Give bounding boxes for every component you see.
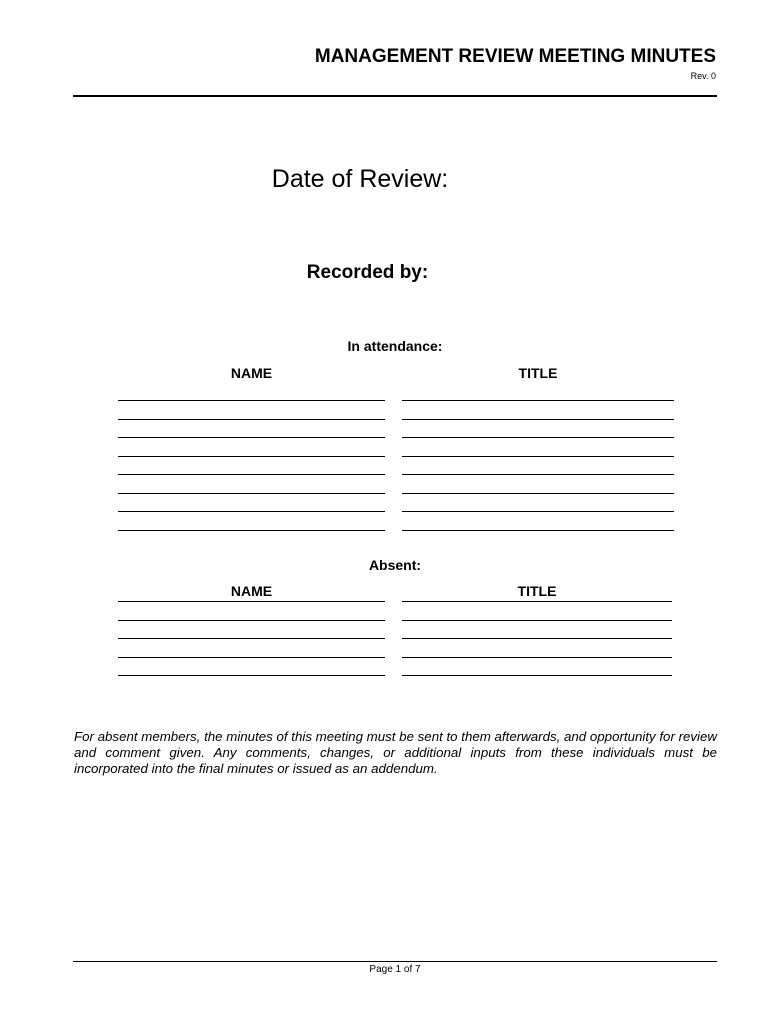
name-blank-line (118, 638, 385, 639)
name-blank-line (118, 657, 385, 658)
title-blank-line (402, 638, 672, 639)
page-number: Page 1 of 7 (369, 964, 421, 975)
revision-label: Rev. 0 (690, 71, 716, 81)
title-blank-line (402, 511, 674, 512)
name-blank-line (118, 400, 385, 401)
name-blank-line (118, 456, 385, 457)
date-of-review-label: Date of Review: (271, 165, 449, 193)
footer-divider (73, 961, 717, 962)
title-blank-line (402, 620, 672, 621)
document-title: MANAGEMENT REVIEW MEETING MINUTES (314, 46, 716, 67)
absent-name-header: NAME (230, 583, 273, 599)
title-blank-line (402, 456, 674, 457)
absent-title-header: TITLE (517, 583, 557, 599)
title-blank-line (402, 601, 672, 602)
name-blank-line (118, 675, 385, 676)
name-blank-line (118, 474, 385, 475)
name-blank-line (118, 437, 385, 438)
title-blank-line (402, 400, 674, 401)
name-blank-line (118, 419, 385, 420)
title-blank-line (402, 657, 672, 658)
name-blank-line (118, 493, 385, 494)
attendance-title-header: TITLE (518, 365, 558, 381)
title-blank-line (402, 493, 674, 494)
recorded-by-label: Recorded by: (306, 262, 429, 283)
title-blank-line (402, 675, 672, 676)
in-attendance-label: In attendance: (347, 338, 443, 354)
header-divider (73, 95, 717, 97)
attendance-name-header: NAME (230, 365, 273, 381)
title-blank-line (402, 419, 674, 420)
absent-members-note: For absent members, the minutes of this meeting must be sent to them afterwards, and opportunity for review and comment given. Any comments, changes, or additional inputs from these individuals must be incorporated into the final minutes or issued as an addendum. (74, 729, 717, 776)
name-blank-line (118, 620, 385, 621)
title-blank-line (402, 474, 674, 475)
name-blank-line (118, 511, 385, 512)
name-blank-line (118, 601, 385, 602)
name-blank-line (118, 530, 385, 531)
title-blank-line (402, 530, 674, 531)
title-blank-line (402, 437, 674, 438)
absent-label: Absent: (368, 557, 422, 573)
